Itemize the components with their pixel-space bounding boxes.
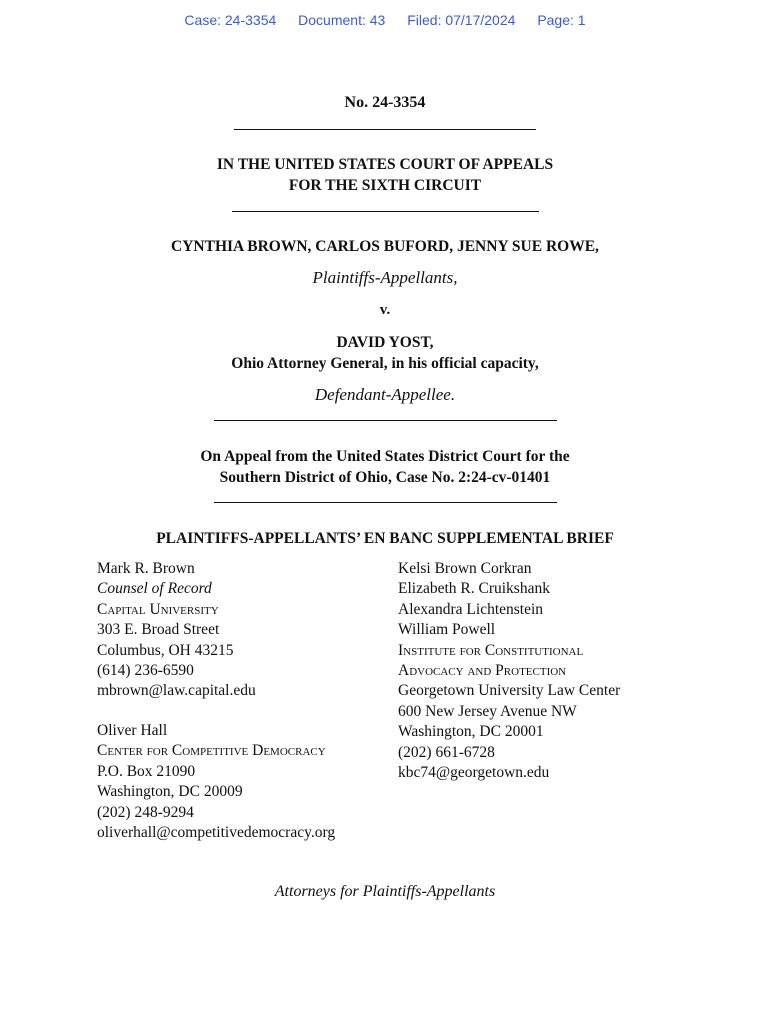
header-case: Case: 24-3354 [184, 12, 277, 28]
counsel-email: mbrown@law.capital.edu [97, 682, 256, 700]
counsel-city: Columbus, OH 43215 [97, 641, 234, 659]
attorneys-for: Attorneys for Plaintiffs-Appellants [274, 883, 496, 900]
appeal-line1: On Appeal from the United States District Court for the [200, 448, 570, 465]
counsel-phone: (614) 236-6590 [97, 662, 194, 680]
counsel-email: oliverhall@competitivedemocracy.org [97, 824, 336, 842]
counsel-name: William Powell [398, 621, 496, 639]
counsel-role: Counsel of Record [97, 580, 212, 598]
counsel-institution: Georgetown University Law Center [398, 682, 621, 700]
counsel-name: Oliver Hall [97, 722, 168, 739]
header-page: Page: 1 [537, 12, 586, 28]
counsel-organization: Center for Competitive Democracy [97, 742, 326, 760]
divider [214, 420, 557, 421]
counsel-left-group2 [97, 721, 335, 843]
divider [214, 502, 557, 503]
counsel-address: 303 E. Broad Street [97, 621, 220, 639]
court-name-line2: FOR THE SIXTH CIRCUIT [288, 177, 482, 194]
ecf-header [0, 12, 770, 28]
plaintiffs-names: CYNTHIA BROWN, CARLOS BUFORD, JENNY SUE ROWE, [171, 238, 599, 255]
counsel-email: kbc74@georgetown.edu [398, 764, 550, 782]
counsel-organization: Capital University [97, 600, 219, 618]
header-document: Document: 43 [298, 12, 386, 28]
court-name-line1: IN THE UNITED STATES COURT OF APPEALS [216, 156, 554, 173]
divider [234, 129, 536, 130]
versus: v. [379, 302, 391, 318]
counsel-left-group1 [97, 559, 256, 702]
divider [232, 211, 539, 212]
appeal-line2: Southern District of Ohio, Case No. 2:24-cv-01401 [219, 469, 551, 486]
counsel-organization: Institute for Constitutional [398, 641, 584, 659]
plaintiffs-role: Plaintiffs-Appellants, [312, 268, 458, 287]
defendant-role: Defendant-Appellee. [314, 385, 456, 404]
counsel-city: Washington, DC 20009 [97, 783, 243, 801]
header-filed: Filed: 07/17/2024 [407, 12, 516, 28]
defendant-name: DAVID YOST, [336, 334, 434, 351]
counsel-phone: (202) 248-9294 [97, 803, 194, 821]
counsel-phone: (202) 661-6728 [398, 743, 495, 761]
counsel-address: 600 New Jersey Avenue NW [398, 702, 577, 720]
defendant-title: Ohio Attorney General, in his official capacity, [231, 355, 539, 372]
counsel-name: Alexandra Lichtenstein [398, 600, 544, 618]
counsel-organization: Advocacy and Protection [398, 662, 567, 680]
counsel-city: Washington, DC 20001 [398, 723, 544, 741]
brief-title: PLAINTIFFS-APPELLANTS’ EN BANC SUPPLEMENTAL BRIEF [156, 530, 614, 547]
counsel-address: P.O. Box 21090 [97, 762, 196, 780]
docket-number: No. 24-3354 [344, 94, 426, 111]
counsel-name: Elizabeth R. Cruikshank [398, 580, 550, 598]
counsel-right [398, 559, 620, 783]
counsel-name: Kelsi Brown Corkran [398, 560, 532, 577]
counsel-name: Mark R. Brown [97, 560, 195, 577]
